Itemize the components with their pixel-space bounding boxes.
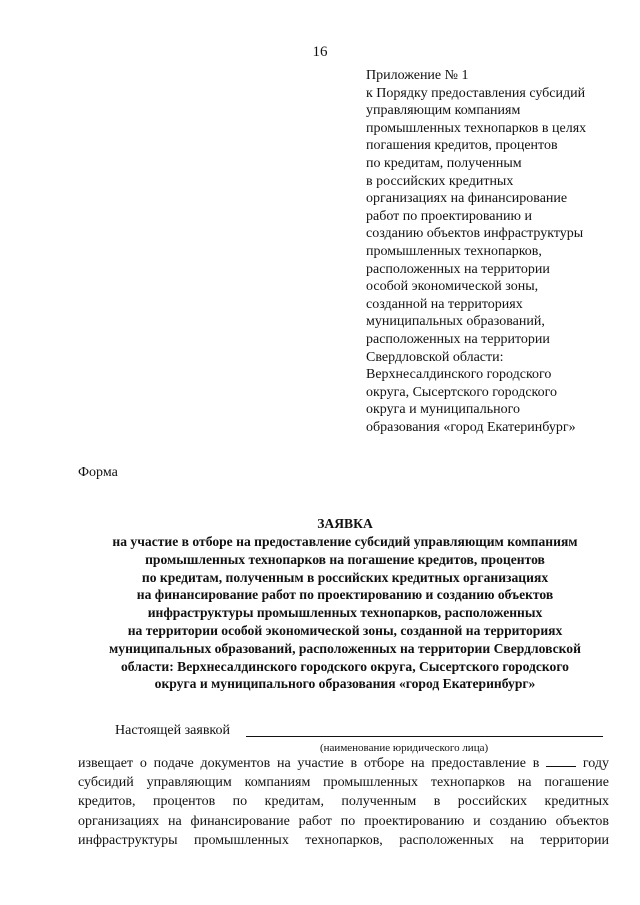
appendix-line: расположенных на территории bbox=[366, 261, 550, 277]
title-line: на территории особой экономической зоны, созданной на территориях bbox=[127, 622, 563, 638]
appendix-line: по кредитам, полученным bbox=[366, 155, 522, 171]
document-title bbox=[70, 515, 620, 693]
body-line-end: году bbox=[582, 756, 609, 771]
application-intro: Настоящей заявкой bbox=[115, 723, 231, 738]
title-line: на участие в отборе на предоставление субсидий управляющим компаниям bbox=[112, 534, 578, 549]
title-line: на финансирование работ по проектированию и созданию объектов bbox=[136, 587, 554, 603]
appendix-line: организациях на финансирование bbox=[366, 191, 568, 207]
title-line: округа и муниципального образования «город Екатеринбург» bbox=[154, 676, 536, 692]
body-line: субсидий управляющим компаниям промышленных технопарков на погашение bbox=[78, 775, 609, 791]
appendix-line: созданной на территориях bbox=[366, 296, 523, 312]
title-line: промышленных технопарков на погашение кредитов, процентов bbox=[145, 551, 545, 567]
appendix-line: расположенных на территории bbox=[366, 331, 550, 347]
year-blank-field[interactable] bbox=[546, 754, 576, 767]
form-label: Форма bbox=[78, 465, 118, 480]
appendix-line: Верхнесалдинского городского bbox=[366, 367, 552, 383]
body-line: организациях на финансирование работ по проектированию и созданию объектов bbox=[78, 813, 609, 829]
body-line bbox=[78, 754, 609, 773]
body-line-start: извещает о подаче документов на участие в отборе на предоставление в bbox=[78, 756, 540, 771]
title-main: ЗАЯВКА bbox=[317, 516, 373, 531]
title-line: области: Верхнесалдинского городского округа, Сысертского городского bbox=[121, 658, 569, 674]
body-line: инфраструктуры промышленных технопарков, расположенных на территории bbox=[78, 832, 609, 848]
title-line: по кредитам, полученным в российских кредитных организациях bbox=[141, 569, 549, 585]
appendix-header bbox=[366, 67, 626, 436]
appendix-line: промышленных технопарков, bbox=[366, 243, 542, 259]
appendix-line: промышленных технопарков в целях bbox=[366, 120, 587, 136]
appendix-line: Свердловской области: bbox=[366, 349, 504, 365]
title-line: муниципальных образований, расположенных на территории Свердловской bbox=[109, 640, 581, 656]
appendix-line: работ по проектированию и bbox=[366, 208, 532, 224]
title-line: инфраструктуры промышленных технопарков, расположенных bbox=[147, 605, 543, 621]
appendix-line: образования «город Екатеринбург» bbox=[366, 419, 576, 435]
appendix-line: муниципальных образований, bbox=[366, 314, 545, 330]
appendix-line: в российских кредитных bbox=[366, 173, 514, 189]
appendix-line: округа и муниципального bbox=[366, 402, 520, 418]
appendix-line: особой экономической зоны, bbox=[366, 279, 539, 295]
body-paragraph bbox=[78, 754, 609, 850]
appendix-line: погашения кредитов, процентов bbox=[366, 138, 558, 154]
legal-entity-name-caption: (наименование юридического лица) bbox=[320, 742, 489, 754]
appendix-line: округа, Сысертского городского bbox=[366, 384, 558, 400]
appendix-line: созданию объектов инфраструктуры bbox=[366, 226, 584, 242]
body-line: кредитов, процентов по кредитам, полученным в российских кредитных bbox=[78, 794, 609, 810]
page-number: 16 bbox=[312, 44, 328, 60]
legal-entity-name-field[interactable] bbox=[246, 736, 603, 737]
appendix-line: Приложение № 1 bbox=[366, 68, 469, 83]
appendix-line: управляющим компаниям bbox=[366, 103, 521, 119]
appendix-line: к Порядку предоставления субсидий bbox=[366, 85, 586, 101]
